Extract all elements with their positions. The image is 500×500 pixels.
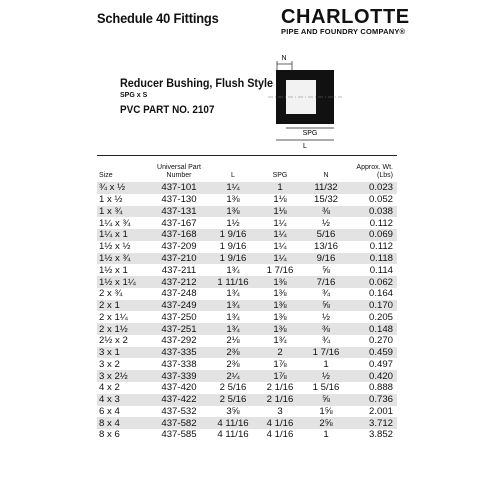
cell-size: 2½ x 2 <box>99 335 128 347</box>
cell-spg: 1¾ <box>273 335 287 347</box>
table-row <box>97 253 397 265</box>
cell-n: 1⅝ <box>319 405 333 417</box>
cell-weight: 2.001 <box>368 405 393 417</box>
cell-size: 2 x 1½ <box>97 323 149 335</box>
cell-weight: 0.112 <box>369 217 393 229</box>
cell-n: 1 7/16 <box>303 347 349 359</box>
col-header-spg: SPG <box>272 172 288 179</box>
cell-size: 8 x 4 <box>97 417 149 429</box>
cell-part-number: 437-131 <box>149 206 209 218</box>
cell-weight: 0.038 <box>349 206 397 218</box>
diagram-label-l: L <box>303 143 307 150</box>
cell-spg: 1⅜ <box>257 276 303 288</box>
brand-subtitle: PIPE AND FOUNDRY COMPANY® <box>281 27 406 36</box>
cell-l: 3⅝ <box>226 405 240 417</box>
cell-part-number: 437-532 <box>161 405 197 417</box>
cell-n: 15/32 <box>313 194 338 206</box>
cell-part-number: 437-420 <box>161 382 197 394</box>
cell-size: ¾ x ½ <box>97 182 149 194</box>
col-header-weight: Approx. Wt. (Lbs) <box>356 164 393 179</box>
cell-part-number: 437-292 <box>161 335 197 347</box>
table-row <box>97 241 397 253</box>
cell-l: 2 5/16 <box>219 382 247 394</box>
col-header-part-number: Universal Part Number <box>157 164 201 179</box>
cell-spg: 2 1/16 <box>266 382 294 394</box>
cell-size: 1½ x ¾ <box>97 253 149 265</box>
table-row <box>97 335 397 347</box>
product-name: Reducer Bushing, Flush Style <box>120 76 274 90</box>
cell-n: 1 <box>323 358 329 370</box>
cell-n: ¾ <box>321 335 330 347</box>
cell-part-number: 437-212 <box>149 276 209 288</box>
cell-weight: 0.118 <box>349 253 397 265</box>
table-header-row <box>97 158 397 182</box>
cell-spg: 1⅞ <box>257 370 303 382</box>
cell-spg: 2 1/16 <box>257 394 303 406</box>
cell-part-number: 437-250 <box>161 311 197 323</box>
cell-size: 1¼ x 1 <box>97 229 149 241</box>
cell-part-number: 437-251 <box>149 323 209 335</box>
cell-size: 1½ x 1¼ <box>97 276 149 288</box>
table-row <box>97 206 397 218</box>
cell-weight: 0.459 <box>349 347 397 359</box>
cell-n: ½ <box>303 370 349 382</box>
cell-n: ⅝ <box>303 394 349 406</box>
col-header-size: Size <box>99 172 113 179</box>
table-row <box>97 370 397 382</box>
cell-part-number: 437-338 <box>161 358 197 370</box>
cell-spg: 1⅛ <box>257 206 303 218</box>
cell-part-number: 437-101 <box>149 182 209 194</box>
dimensions-table <box>97 158 397 441</box>
cell-size: 2 x 1¼ <box>99 311 128 323</box>
cell-part-number: 437-582 <box>149 417 209 429</box>
cell-size: 3 x 2½ <box>97 370 149 382</box>
cell-spg: 4 1/16 <box>266 429 294 441</box>
cell-weight: 0.062 <box>349 276 397 288</box>
cell-weight: 0.736 <box>349 394 397 406</box>
cell-l: 1⅜ <box>209 206 257 218</box>
cell-n: 13/16 <box>313 241 338 253</box>
cell-weight: 0.497 <box>368 358 393 370</box>
cell-size: 1 x ¾ <box>97 206 149 218</box>
cell-part-number: 437-335 <box>149 347 209 359</box>
cell-weight: 0.888 <box>368 382 393 394</box>
cell-weight: 0.420 <box>349 370 397 382</box>
cell-l: 1 9/16 <box>209 253 257 265</box>
product-part-label: PVC PART NO. 2107 <box>120 104 215 116</box>
cell-l: 2⅜ <box>226 358 240 370</box>
cell-spg: 1 <box>257 182 303 194</box>
cell-l: 1½ <box>226 217 240 229</box>
cell-part-number: 437-168 <box>149 229 209 241</box>
cell-weight: 0.205 <box>368 311 393 323</box>
table-row <box>97 229 397 241</box>
cell-size: 2 x ¾ <box>99 288 123 300</box>
cell-n: 5/16 <box>303 229 349 241</box>
series-title: Schedule 40 Fittings <box>97 10 219 26</box>
table-row <box>97 394 397 406</box>
brand-logo: CHARLOTTE <box>281 6 410 28</box>
cell-l: 2⅛ <box>226 335 240 347</box>
table-row <box>97 347 397 359</box>
cell-size: 1½ x ½ <box>99 241 131 253</box>
cell-spg: 1¼ <box>273 241 287 253</box>
cell-weight: 3.712 <box>349 417 397 429</box>
table-row <box>97 311 397 323</box>
table-row <box>97 276 397 288</box>
cell-part-number: 437-211 <box>161 264 197 276</box>
cell-weight: 0.164 <box>368 288 393 300</box>
cell-n: 1 5/16 <box>312 382 340 394</box>
cell-size: 3 x 1 <box>97 347 149 359</box>
cell-l: 4 11/16 <box>209 417 257 429</box>
table-row <box>97 406 397 418</box>
cell-l: 1¾ <box>209 323 257 335</box>
table-row <box>97 382 397 394</box>
table-row <box>97 217 397 229</box>
cell-weight: 0.112 <box>369 241 393 253</box>
cell-l: 1¾ <box>226 311 240 323</box>
cell-l: 1¾ <box>226 264 240 276</box>
cell-spg: 1⅜ <box>257 300 303 312</box>
cell-weight: 0.069 <box>349 229 397 241</box>
cell-weight: 0.052 <box>368 194 393 206</box>
cell-weight: 0.114 <box>369 264 393 276</box>
cell-spg: 1⅜ <box>273 311 287 323</box>
table-row <box>97 182 397 194</box>
cell-size: 8 x 6 <box>99 429 120 441</box>
cell-n: 1 <box>323 429 329 441</box>
cell-spg: 1⅛ <box>273 194 287 206</box>
table-top-rule <box>97 155 397 156</box>
cell-l: 1 9/16 <box>209 229 257 241</box>
cell-spg: 1¼ <box>257 229 303 241</box>
cell-part-number: 437-339 <box>149 370 209 382</box>
cell-n: 9/16 <box>303 253 349 265</box>
cell-l: 1⅜ <box>226 194 240 206</box>
cell-size: 1 x ½ <box>99 194 123 206</box>
table-row <box>97 358 397 370</box>
cell-spg: 3 <box>277 405 283 417</box>
cell-size: 1¼ x ¾ <box>99 217 131 229</box>
cell-part-number: 437-167 <box>161 217 197 229</box>
cell-spg: 1⅜ <box>273 288 287 300</box>
cell-part-number: 437-130 <box>161 194 197 206</box>
cell-l: 1¼ <box>209 182 257 194</box>
cell-weight: 0.170 <box>349 300 397 312</box>
cell-spg: 1 7/16 <box>266 264 294 276</box>
cell-l: 1¾ <box>209 300 257 312</box>
table-row <box>97 288 397 300</box>
product-connection: SPG x S <box>120 92 148 99</box>
cell-part-number: 437-248 <box>161 288 197 300</box>
fitting-diagram <box>258 50 348 150</box>
cell-l: 4 11/16 <box>217 429 249 441</box>
table-row <box>97 429 397 441</box>
cell-spg: 1⅜ <box>257 323 303 335</box>
cell-n: 11/32 <box>303 182 349 194</box>
table-row <box>97 323 397 335</box>
cell-n: ⅝ <box>321 264 330 276</box>
cell-weight: 0.023 <box>349 182 397 194</box>
cell-l: 2 5/16 <box>209 394 257 406</box>
table-row <box>97 300 397 312</box>
cell-n: ½ <box>321 311 330 323</box>
cell-n: ⅝ <box>303 300 349 312</box>
cell-l: 2¼ <box>209 370 257 382</box>
cell-part-number: 437-585 <box>161 429 197 441</box>
cell-weight: 0.148 <box>349 323 397 335</box>
cell-part-number: 437-422 <box>149 394 209 406</box>
table-row <box>97 264 397 276</box>
cell-spg: 1¼ <box>257 253 303 265</box>
table-row <box>97 194 397 206</box>
cell-spg: 1⅞ <box>273 358 287 370</box>
cell-l: 1 9/16 <box>219 241 247 253</box>
cell-l: 1 11/16 <box>209 276 257 288</box>
cell-size: 4 x 2 <box>99 382 120 394</box>
cell-l: 1¾ <box>226 288 240 300</box>
cell-size: 6 x 4 <box>99 405 120 417</box>
cell-spg: 4 1/16 <box>257 417 303 429</box>
col-header-n: N <box>323 172 329 179</box>
cell-part-number: 437-249 <box>149 300 209 312</box>
cell-size: 2 x 1 <box>97 300 149 312</box>
cell-size: 3 x 2 <box>99 358 120 370</box>
cell-n: ⅜ <box>303 206 349 218</box>
cell-size: 4 x 3 <box>97 394 149 406</box>
cell-n: ⅜ <box>303 323 349 335</box>
cell-part-number: 437-209 <box>161 241 197 253</box>
cell-spg: 1¼ <box>273 217 287 229</box>
cell-size: 1½ x 1 <box>99 264 128 276</box>
cell-weight: 3.852 <box>368 429 393 441</box>
diagram-label-spg: SPG <box>302 130 318 137</box>
cell-l: 2⅜ <box>209 347 257 359</box>
cell-n: ½ <box>321 217 330 229</box>
cell-weight: 0.270 <box>368 335 393 347</box>
cell-n: 7/16 <box>303 276 349 288</box>
cell-spg: 2 <box>257 347 303 359</box>
cell-n: 2⅝ <box>303 417 349 429</box>
cell-part-number: 437-210 <box>149 253 209 265</box>
cell-n: ¾ <box>321 288 330 300</box>
col-header-l: L <box>231 172 235 179</box>
diagram-label-n: N <box>281 55 287 62</box>
table-row <box>97 417 397 429</box>
